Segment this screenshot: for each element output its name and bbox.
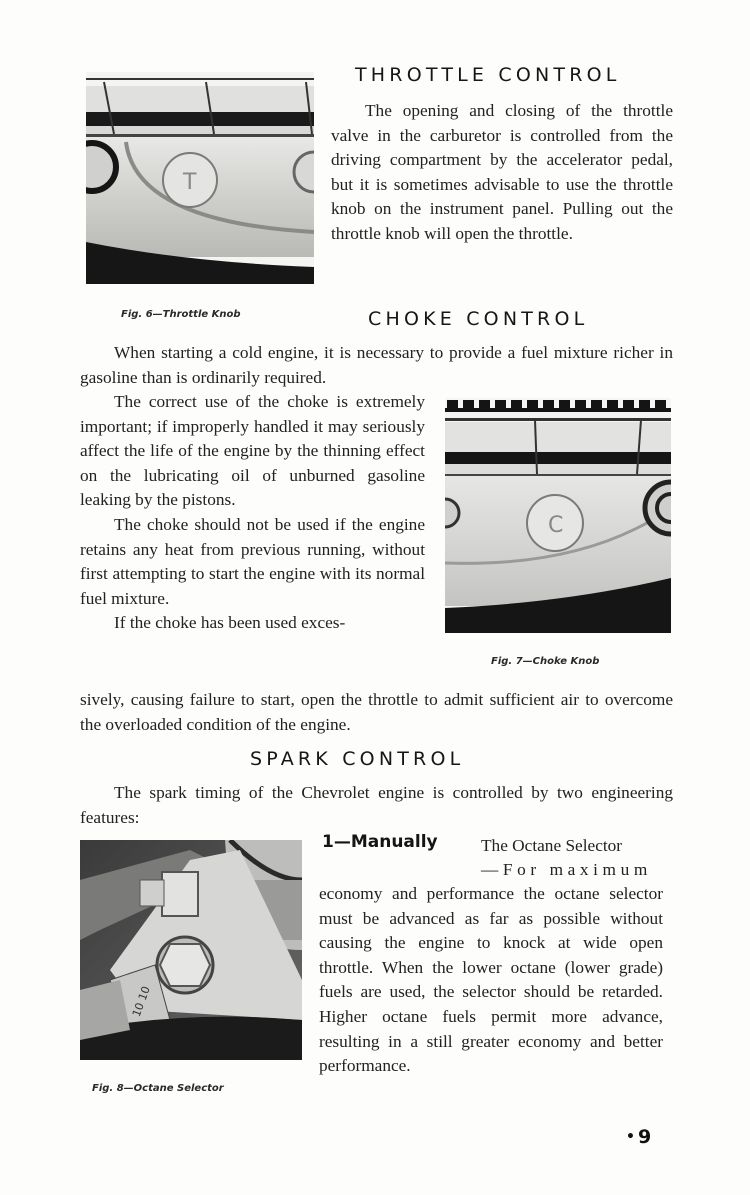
octane-selector-title-line1: The Octane Selector bbox=[481, 836, 623, 855]
svg-text:T: T bbox=[183, 170, 197, 195]
choke-paragraph-3: The choke should not be used if the engine retains any heat from previous running, without first attempting to start the engine with its normal fuel mixture. bbox=[80, 514, 425, 608]
page-number-value: 9 bbox=[637, 1126, 652, 1148]
svg-text:10 10: 10 10 bbox=[129, 984, 153, 1019]
spark-intro-text: The spark timing of the Chevrolet engine is controlled by two engineering features: bbox=[80, 783, 673, 827]
figure-7-caption: Fig. 7—Choke Knob bbox=[491, 656, 600, 667]
choke-paragraph-1: When starting a cold engine, it is necessary to provide a fuel mixture richer in gasoline than is ordinarily required. bbox=[80, 343, 673, 387]
page-number-bullet: • bbox=[626, 1129, 635, 1145]
throttle-knob-illustration-icon bbox=[86, 72, 314, 284]
throttle-knob-photo bbox=[86, 72, 314, 284]
choke-paragraph-4-continued: sively, causing failure to start, open the throttle to admit sufficient air to overcome the overloaded condition of the engine. bbox=[80, 690, 673, 734]
figure-6-caption: Fig. 6—Throttle Knob bbox=[121, 309, 241, 320]
choke-final-paragraph bbox=[80, 688, 673, 737]
octane-selector-text: economy and performance the octane selector must be advanced as far as possible without causing the engine to knock at wide open throttle. When the lower octane (lower grade) fuels are used, the selector should be retarded. Higher octane fuels permit more advance, resulting in a still greater economy and better performance. bbox=[319, 884, 663, 1076]
choke-paragraph-2: The correct use of the choke is extremely important; if improperly handled it may seriously affect the life of the engine by the thinning effect on the lubricating oil of unburned gasoline leaking by the pistons. bbox=[80, 392, 425, 510]
spark-control-heading: SPARK CONTROL bbox=[250, 748, 465, 770]
throttle-control-paragraph bbox=[331, 99, 673, 247]
choke-paragraph-4-start: If the choke has been used exces- bbox=[114, 613, 346, 633]
throttle-control-heading: THROTTLE CONTROL bbox=[355, 64, 621, 86]
choke-control-heading: CHOKE CONTROL bbox=[368, 308, 589, 330]
choke-left-column bbox=[80, 390, 425, 636]
octane-selector-paragraph bbox=[319, 882, 663, 1079]
choke-knob-photo bbox=[445, 398, 671, 633]
octane-selector-title-line2: —For maximum bbox=[481, 860, 652, 879]
page-number bbox=[626, 1126, 651, 1148]
svg-text:C: C bbox=[548, 513, 564, 538]
manually-label: 1—Manually bbox=[322, 832, 438, 852]
throttle-paragraph-text: The opening and closing of the throttle valve in the carburetor is controlled from the driving compartment by the accelerator pedal, but it is sometimes advisable to use the throttle knob on the instrument panel. Pulling out the throttle knob will open the throttle. bbox=[331, 101, 673, 243]
choke-intro-paragraph bbox=[80, 341, 673, 390]
figure-8-caption: Fig. 8—Octane Selector bbox=[92, 1083, 224, 1094]
choke-knob-illustration-icon bbox=[445, 398, 671, 633]
octane-selector-photo bbox=[80, 840, 302, 1060]
spark-intro-paragraph bbox=[80, 781, 673, 830]
octane-selector-illustration-icon bbox=[80, 840, 302, 1060]
